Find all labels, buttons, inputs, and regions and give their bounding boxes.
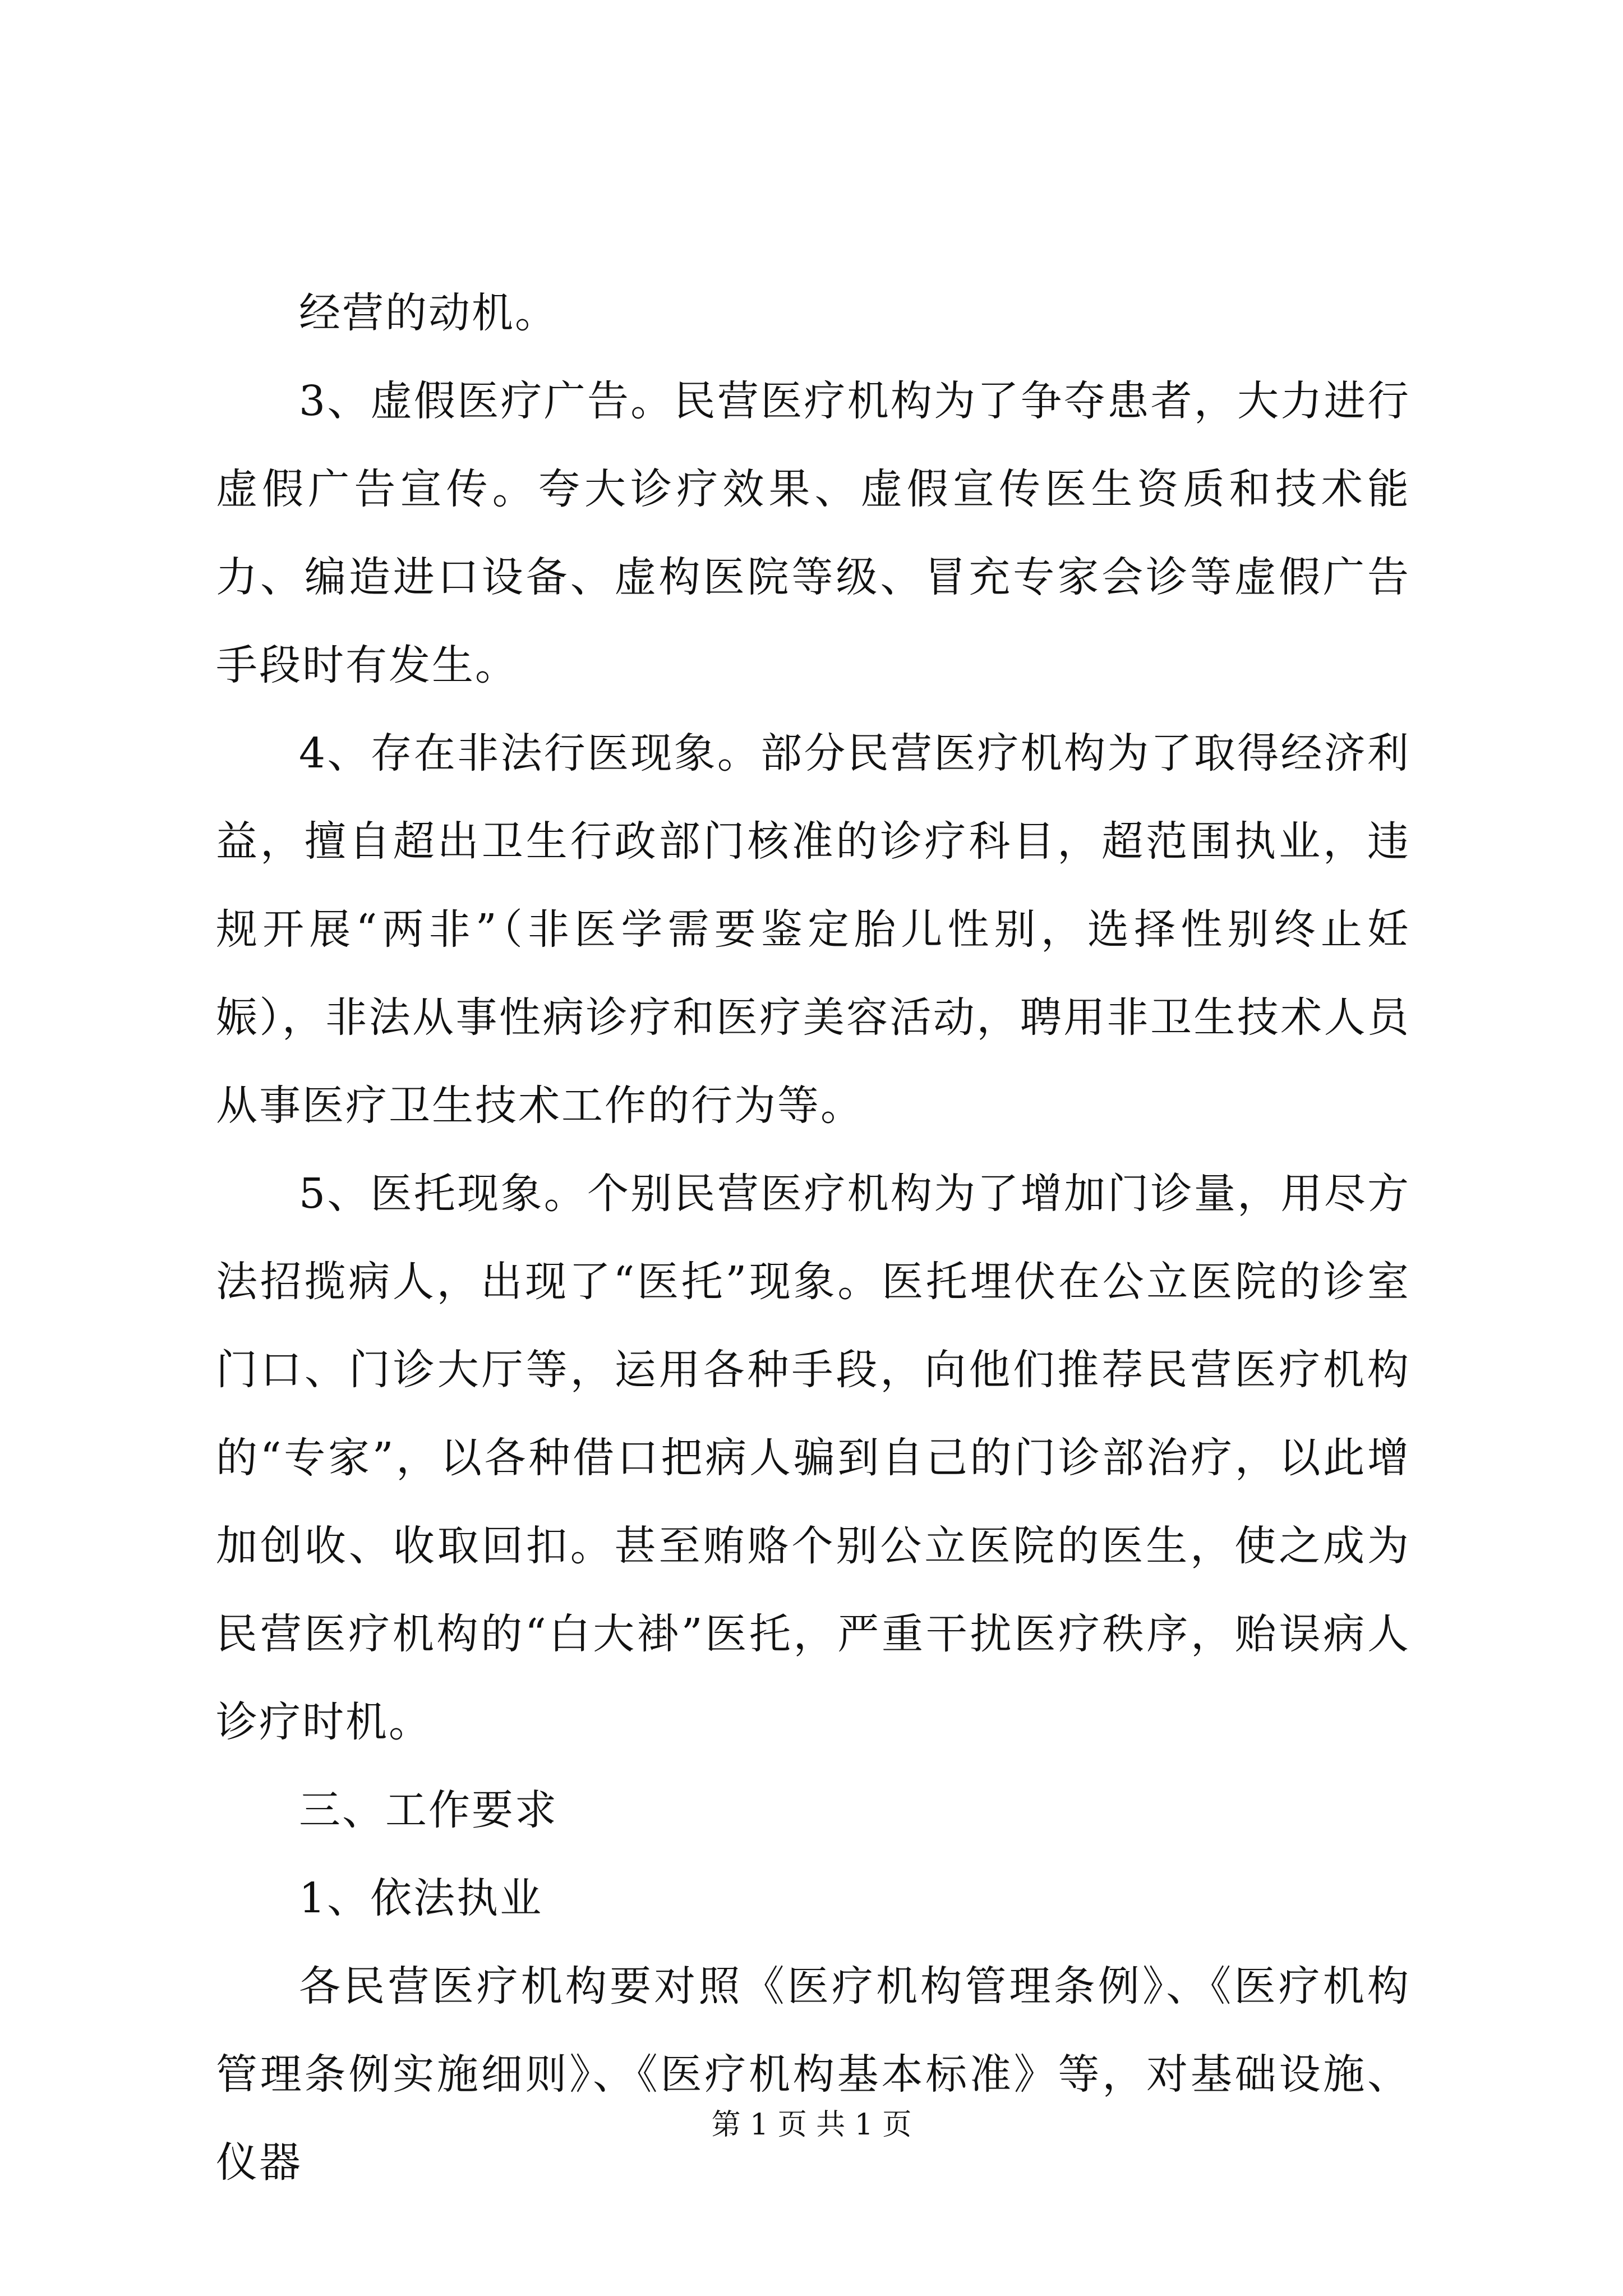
paragraph-false-advertising: 3、虚假医疗广告。民营医疗机构为了争夺患者，大力进行虚假广告宣传。夸大诊疗效果、虚假宣传医生资质和技术能力、编造进口设备、虚构医院等级、冒充专家会诊等虚假广告手段时有发生。 [216,377,1410,689]
section-heading-work-requirements: 三、工作要求 [299,1786,558,1834]
paragraph-medical-touts: 5、医托现象。个别民营医疗机构为了增加门诊量，用尽方法招揽病人，出现了“医托”现象。医托埋伏在公立医院的诊室门口、门诊大厅等，运用各种手段，向他们推荐民营医疗机构的“专家”，以各种借口把病人骗到自己的门诊部治疗，以此增加创收、收取回扣。甚至贿赂个别公立医院的医生，使之成为民营医疗机构的“白大褂”医托，严重干扰医疗秩序，贻误病人诊疗时机。 [216,1170,1410,1746]
paragraph-motive-end: 经营的动机。 [299,289,558,337]
document-body [216,269,1410,2207]
paragraph-illegal-practice: 4、存在非法行医现象。部分民营医疗机构为了取得经济利益，擅自超出卫生行政部门核准的诊疗科目，超范围执业，违规开展“两非”（非医学需要鉴定胎儿性别，选择性别终止妊娠），非法从事性病诊疗和医疗美容活动，聘用非卫生技术人员从事医疗卫生技术工作的行为等。 [216,729,1410,1130]
page-footer: 第 1 页 共 1 页 [711,2108,912,2142]
paragraph-regulations: 各民营医疗机构要对照《医疗机构管理条例》、《医疗机构管理条例实施细则》、《医疗机构基本标准》等，对基础设施、仪器 [216,1962,1410,2187]
subheading-lawful-practice: 1、依法执业 [299,1874,543,1922]
